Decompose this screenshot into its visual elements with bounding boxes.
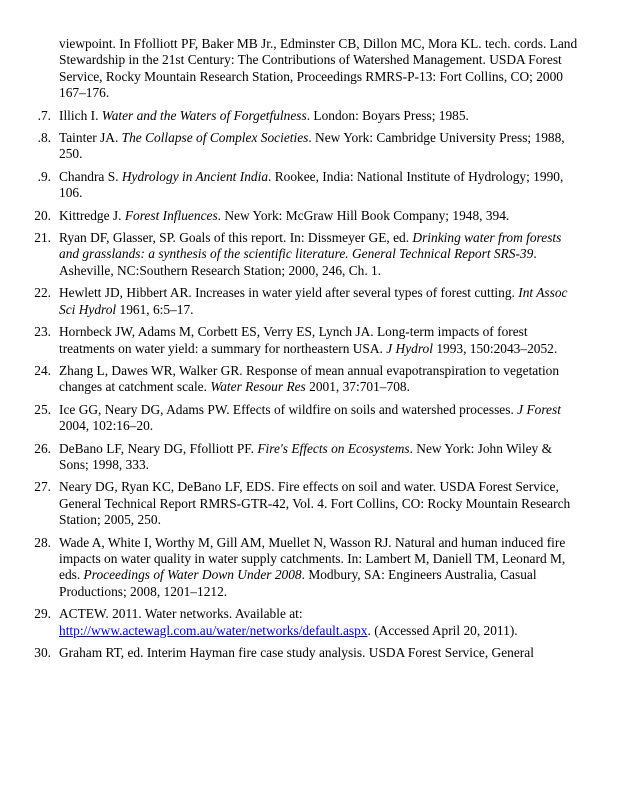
reference-segment: ACTEW. 2011. Water networks. Available at: (59, 606, 303, 622)
reference-number: 24. (34, 362, 51, 378)
reference-number: 30. (34, 645, 51, 660)
reference-item (0, 645, 617, 661)
reference-item (0, 169, 617, 202)
reference-text (59, 402, 561, 433)
reference-segment: . London: Boyars Press; 1985. (306, 107, 469, 123)
reference-title: Drinking water from forests and grasslands: a synthesis of the scientific literature. General Technical Report SRS-39 (59, 230, 562, 262)
reference-text (59, 36, 577, 100)
reference-title: J Hydrol (386, 340, 433, 356)
reference-segment: Graham RT, ed. Interim Hayman fire case study analysis. USDA Forest Service, General (59, 645, 534, 660)
reference-title: Water Resour Res (210, 379, 306, 395)
reference-item (0, 36, 617, 102)
reference-item (0, 402, 617, 435)
reference-number: .9. (37, 168, 51, 184)
reference-segment: Zhang L, Dawes WR, Walker GR. Response of mean annual evapotranspiration to vegetation changes at catchment scale. (59, 362, 560, 395)
reference-text (59, 479, 570, 527)
reference-number: 25. (34, 401, 51, 417)
reference-text (59, 230, 561, 278)
reference-title: Forest Influences (124, 207, 218, 223)
reference-segment: Ice GG, Neary DG, Adams PW. Effects of wildfire on soils and watershed processes. (59, 401, 518, 417)
reference-title: Hydrology in Ancient India (121, 168, 269, 184)
reference-segment: Ryan DF, Glasser, SP. Goals of this report. In: Dissmeyer GE, ed. (59, 230, 413, 246)
reference-segment: viewpoint. In Ffolliott PF, Baker MB Jr., Edminster CB, Dillon MC, Mora KL. tech. cords. Land Stewardship in the 21st Century: The Contributions of Watershed Management. USDA Forest Service, Rocky Mountain Research Station, Proceedings RMRS-P-13: Fort Collins, CO; 2000 167–176. (59, 36, 578, 101)
reference-title: J Forest (517, 401, 561, 417)
reference-segment: Chandra S. (59, 168, 122, 184)
reference-segment: . Modbury, SA: Engineers Australia, Casual Productions; 2008, 1201–1212. (59, 567, 537, 599)
reference-segment: . (Accessed April 20, 2011). (367, 622, 518, 638)
reference-segment: Hewlett JD, Hibbert AR. Increases in water yield after several types of forest cutting. (59, 285, 519, 301)
reference-segment: Wade A, White I, Worthy M, Gill AM, Muellet N, Wasson RJ. Natural and human induced fire impacts on water quality in water supply catchments. In: Lambert M, Daniell TM, Leonard M, eds. (59, 534, 566, 583)
reference-segment: . New York: McGraw Hill Book Company; 1948, 394. (217, 207, 510, 223)
reference-item (0, 479, 617, 528)
reference-text (59, 645, 534, 660)
reference-segment: 1993, 150:2043–2052. (432, 340, 558, 356)
reference-segment: . New York: John Wiley & Sons; 1998, 333. (59, 440, 553, 472)
reference-text (59, 285, 567, 316)
reference-item (0, 535, 617, 601)
reference-segment: . Rookee, India: National Institute of Hydrology; 1990, 106. (59, 168, 564, 201)
reference-segment: 2004, 102:16–20. (59, 418, 154, 434)
reference-text (59, 441, 552, 472)
reference-text (59, 535, 565, 599)
reference-title: Fire's Effects on Ecosystems (257, 440, 410, 456)
reference-segment: DeBano LF, Neary DG, Ffolliott PF. (59, 440, 258, 456)
reference-number: 27. (34, 479, 51, 495)
reference-segment: Neary DG, Ryan KC, DeBano LF, EDS. Fire effects on soil and water. USDA Forest Service, General Technical Report RMRS-GTR-42, Vol. 4. Fort Collins, CO: Rocky Mountain Research Station; 2005, 250. (59, 479, 571, 528)
reference-text (59, 108, 469, 123)
reference-segment: 1961, 6:5–17. (116, 301, 194, 317)
reference-number: 23. (34, 324, 51, 340)
reference-list (0, 36, 617, 667)
reference-segment: . New York: Cambridge University Press; 1988, 250. (59, 130, 565, 162)
reference-segment: . Asheville, NC:Southern Research Station; 2000, 246, Ch. 1. (59, 246, 537, 278)
reference-number: 20. (34, 207, 51, 223)
reference-title: The Collapse of Complex Societies (121, 130, 309, 146)
reference-text (59, 606, 518, 637)
reference-number: .7. (37, 107, 51, 123)
reference-item (0, 130, 617, 163)
reference-item (0, 108, 617, 124)
reference-item (0, 230, 617, 279)
reference-text (59, 363, 559, 394)
reference-text (59, 130, 565, 161)
reference-number: 26. (34, 440, 51, 456)
reference-item (0, 606, 617, 639)
reference-segment: Kittredge J. (59, 207, 125, 223)
reference-segment: Hornbeck JW, Adams M, Corbett ES, Verry ES, Lynch JA. Long-term impacts of forest treatments on water yield: a summary for northeastern USA. (59, 324, 528, 356)
reference-title: Proceedings of Water Down Under 2008 (83, 567, 302, 583)
reference-number: 28. (34, 534, 51, 550)
reference-item (0, 363, 617, 396)
reference-title: Water and the Waters of Forgetfulness (101, 107, 307, 123)
reference-number: 21. (34, 230, 51, 246)
reference-number: .8. (37, 130, 51, 146)
reference-segment: Illich I. (59, 107, 102, 123)
reference-link[interactable]: http://www.actewagl.com.au/water/networks/default.aspx (59, 622, 368, 638)
reference-text (59, 169, 563, 200)
reference-text (59, 324, 557, 355)
reference-number: 29. (34, 606, 51, 622)
reference-item (0, 285, 617, 318)
reference-title: Int Assoc Sci Hydrol (59, 285, 568, 317)
reference-item (0, 208, 617, 224)
reference-number: 22. (34, 285, 51, 301)
reference-segment: Tainter JA. (59, 130, 122, 146)
reference-text (59, 208, 509, 223)
reference-item (0, 441, 617, 474)
reference-segment: 2001, 37:701–708. (305, 379, 410, 395)
reference-item (0, 324, 617, 357)
